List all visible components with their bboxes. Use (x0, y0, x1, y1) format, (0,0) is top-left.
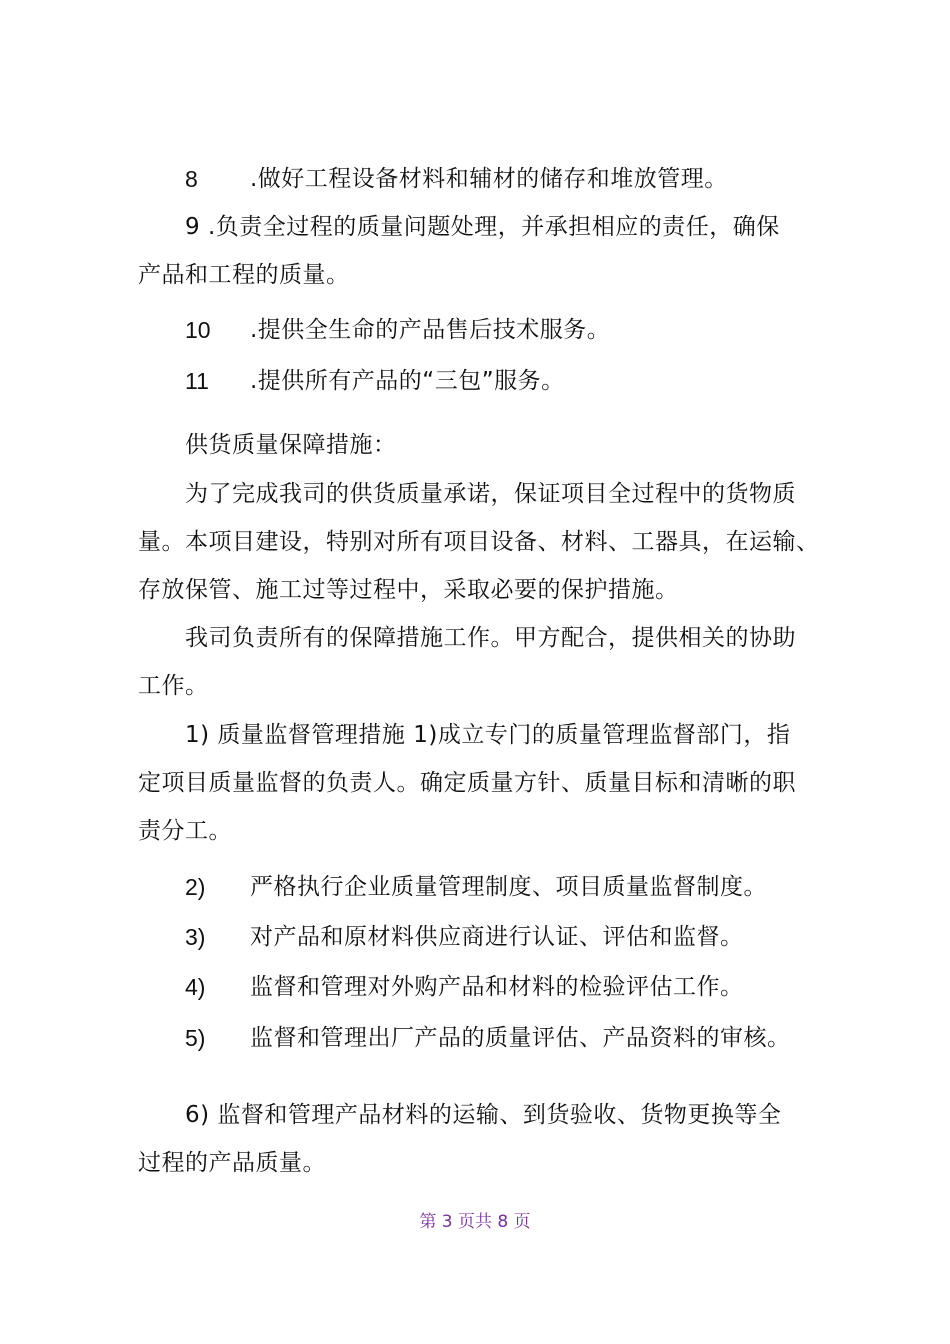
item-11-number: 11 (185, 368, 209, 394)
measure-2-text: 严格执行企业质量管理制度、项目质量监督制度。 (250, 874, 767, 900)
item-8-text: .做好工程设备材料和辅材的储存和堆放管理。 (250, 166, 728, 192)
measure-5-text: 监督和管理出厂产品的质量评估、产品资料的审核。 (250, 1025, 791, 1051)
item-9-line-2: 产品和工程的质量。 (138, 262, 350, 288)
paragraph-1-line-3: 存放保管、施工过等过程中，采取必要的保护措施。 (138, 577, 679, 603)
section-heading: 供货质量保障措施： (185, 432, 397, 458)
measure-6-line-1: 6) 监督和管理产品材料的运输、到货验收、货物更换等全 (185, 1102, 782, 1128)
paragraph-2-line-1: 我司负责所有的保障措施工作。甲方配合，提供相关的协助 (185, 625, 796, 651)
measure-3-number: 3) (185, 924, 206, 950)
paragraph-2-line-2: 工作。 (138, 673, 209, 699)
measure-6-line-2: 过程的产品质量。 (138, 1150, 326, 1176)
measure-2-number: 2) (185, 874, 206, 900)
measure-4-text: 监督和管理对外购产品和材料的检验评估工作。 (250, 974, 744, 1000)
measure-1-line-1: 1) 质量监督管理措施 1)成立专门的质量管理监督部门，指 (185, 722, 791, 748)
measure-1-line-3: 责分工。 (138, 818, 232, 844)
measure-1-line-2: 定项目质量监督的负责人。确定质量方针、质量目标和清晰的职 (138, 770, 796, 796)
item-9-line-1: 9 .负责全过程的质量问题处理，并承担相应的责任，确保 (185, 214, 780, 240)
page-number-footer: 第 3 页共 8 页 (419, 1212, 531, 1232)
measure-4-number: 4) (185, 974, 206, 1000)
paragraph-1-line-2: 量。本项目建设，特别对所有项目设备、材料、工器具，在运输、 (138, 529, 820, 555)
measure-5-number: 5) (185, 1025, 206, 1051)
item-10-number: 10 (185, 317, 211, 343)
measure-3-text: 对产品和原材料供应商进行认证、评估和监督。 (250, 924, 744, 950)
item-8-number: 8 (185, 166, 198, 192)
paragraph-1-line-1: 为了完成我司的供货质量承诺，保证项目全过程中的货物质 (185, 481, 796, 507)
item-10-text: .提供全生命的产品售后技术服务。 (250, 317, 611, 343)
item-11-text: .提供所有产品的“三包”服务。 (250, 368, 565, 394)
